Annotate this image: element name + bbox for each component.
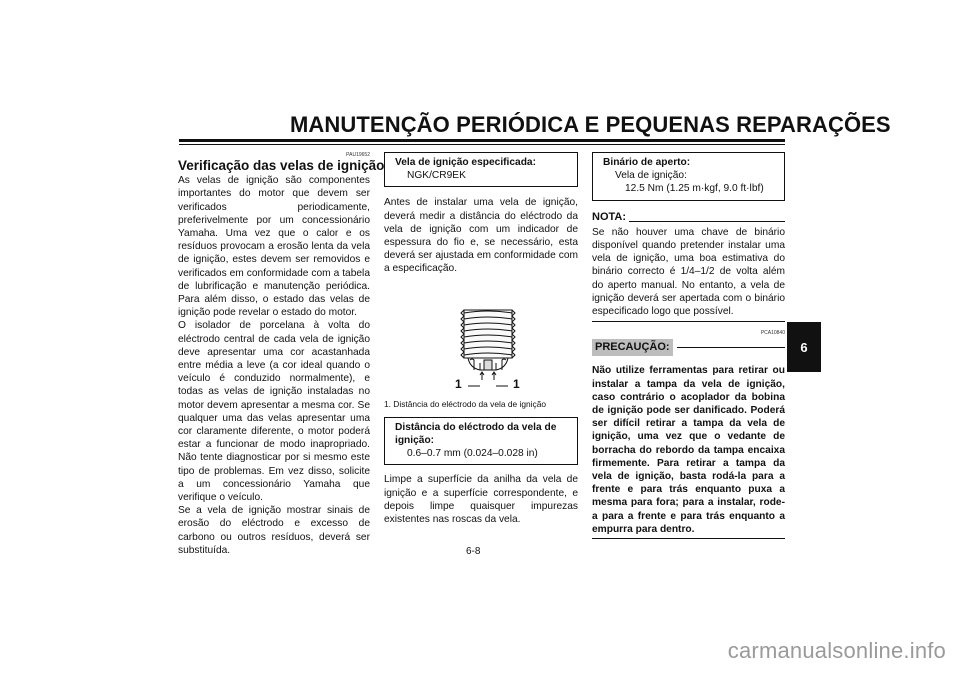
page-title: MANUTENÇÃO PERIÓDICA E PEQUENAS REPARAÇÕES: [290, 112, 891, 137]
torque-sub: Vela de ignição:: [615, 170, 687, 182]
torque-spec-box: [592, 152, 785, 201]
section-code: PAU19652: [346, 152, 370, 158]
gap-value: 0.6–0.7 mm (0.024–0.028 in): [407, 448, 538, 460]
torque-label: Binário de aperto:: [603, 157, 691, 168]
column-left: [178, 152, 385, 557]
caution-end-rule: [592, 538, 785, 539]
header-rule-thin: [179, 144, 785, 145]
header-rule-thick: [179, 139, 785, 142]
column-middle: [384, 152, 578, 526]
diagram-label-right: 1: [513, 376, 520, 391]
caution-code: PCA10840: [760, 330, 785, 337]
note-text: Se não houver uma chave de binário disponível quando pretender instalar uma vela de ignição, uma boa estimativa do binário correcto é 1/4–1/2 de volta além do aperto manual. No entanto, a vela de ignição deverá ser apertada com o binário especificado logo que possível.: [592, 226, 785, 318]
caution-heading-rule: [677, 347, 785, 348]
figure-caption: 1. Distância do eléctrodo da vela de ignição: [384, 398, 547, 409]
caution-heading: [592, 339, 785, 356]
column-right: [592, 152, 785, 539]
electrode-gap-spec-box: [384, 417, 578, 466]
spark-plug-diagram: [384, 288, 578, 396]
spark-plug-illustration: [384, 288, 578, 396]
spec-value: NGK/CR9EK: [407, 170, 466, 182]
torque-value: 12.5 Nm (1.25 m·kgf, 9.0 ft·lbf): [625, 183, 764, 195]
note-end-rule: [592, 321, 785, 322]
chapter-tab: 6: [787, 322, 821, 372]
watermark: carmanualsonline.info: [727, 638, 946, 663]
caution-heading-label: PRECAUÇÃO:: [592, 339, 673, 356]
page-number: 6-8: [466, 546, 481, 557]
paragraph: Antes de instalar uma vela de ignição, deverá medir a distância do eléctrodo da vela de ignição com um indicador de espessura do fio e, se necessário, esta deverá ser ajustada em conformidade com a especificação.: [384, 197, 578, 275]
paragraph: Limpe a superfície da anilha da vela de ignição e a superfície correspondente, e depois limpe quaisquer impurezas existentes nas roscas da vela.: [384, 474, 578, 526]
note-heading: [592, 211, 785, 224]
section-title: Verificação das velas de ignição: [178, 158, 385, 173]
note-heading-label: NOTA:: [592, 210, 627, 223]
paragraph: Se a vela de ignição mostrar sinais de erosão do eléctrodo e excesso de carbono ou outros resíduos, deverá ser substituída.: [178, 505, 370, 556]
caution-text: Não utilize ferramentas para retirar ou instalar a tampa da vela de ignição, caso contrário o acoplador da bobina de ignição pode ser danificado. Poderá ser difícil retirar a tampa da vela de ignição, uma vez que o vedante de borracha do rebordo da tampa encaixa firmemente. Para retirar a tampa da vela de ignição, basta rodá-la para a frente e para trás enquanto puxa a mesma para fora; para a instalar, rode-a para a frente e para trás enquanto a empurra para dentro.: [592, 365, 785, 535]
note-heading-rule: [629, 221, 785, 222]
paragraph: As velas de ignição são componentes importantes do motor que devem ser verificados periodicamente, preferivelmente por um concessionário Yamaha. Uma vez que o calor e os resíduos provocam a erosão lenta da vela de ignição, estes devem ser removidos e verificados em conformidade com a tabela de lubrificação e manutenção periódica. Para além disso, o estado das velas de ignição pode revelar o estado do motor.: [178, 175, 370, 319]
gap-label: Distância do eléctrodo da vela de ignição:: [395, 421, 557, 447]
paragraph: O isolador de porcelana à volta do eléctrodo central de cada vela de ignição deve apresentar uma cor acastanhada entre média a leve (a cor ideal quando o veículo é conduzido normalmente), e todas as velas de ignição instaladas no motor devem apresentar a mesma cor. Se qualquer uma das velas apresentar uma cor claramente diferente, o motor poderá estar a funcionar de modo inapropriado. Não tente diagnosticar por si mesmo este tipo de problemas. Em vez disso, solicite a um concessionário Yamaha que verifique o veículo.: [178, 320, 370, 504]
spec-label: Vela de ignição especificada:: [395, 157, 536, 168]
diagram-label-left: 1: [455, 376, 462, 391]
spark-plug-spec-box: [384, 152, 578, 187]
